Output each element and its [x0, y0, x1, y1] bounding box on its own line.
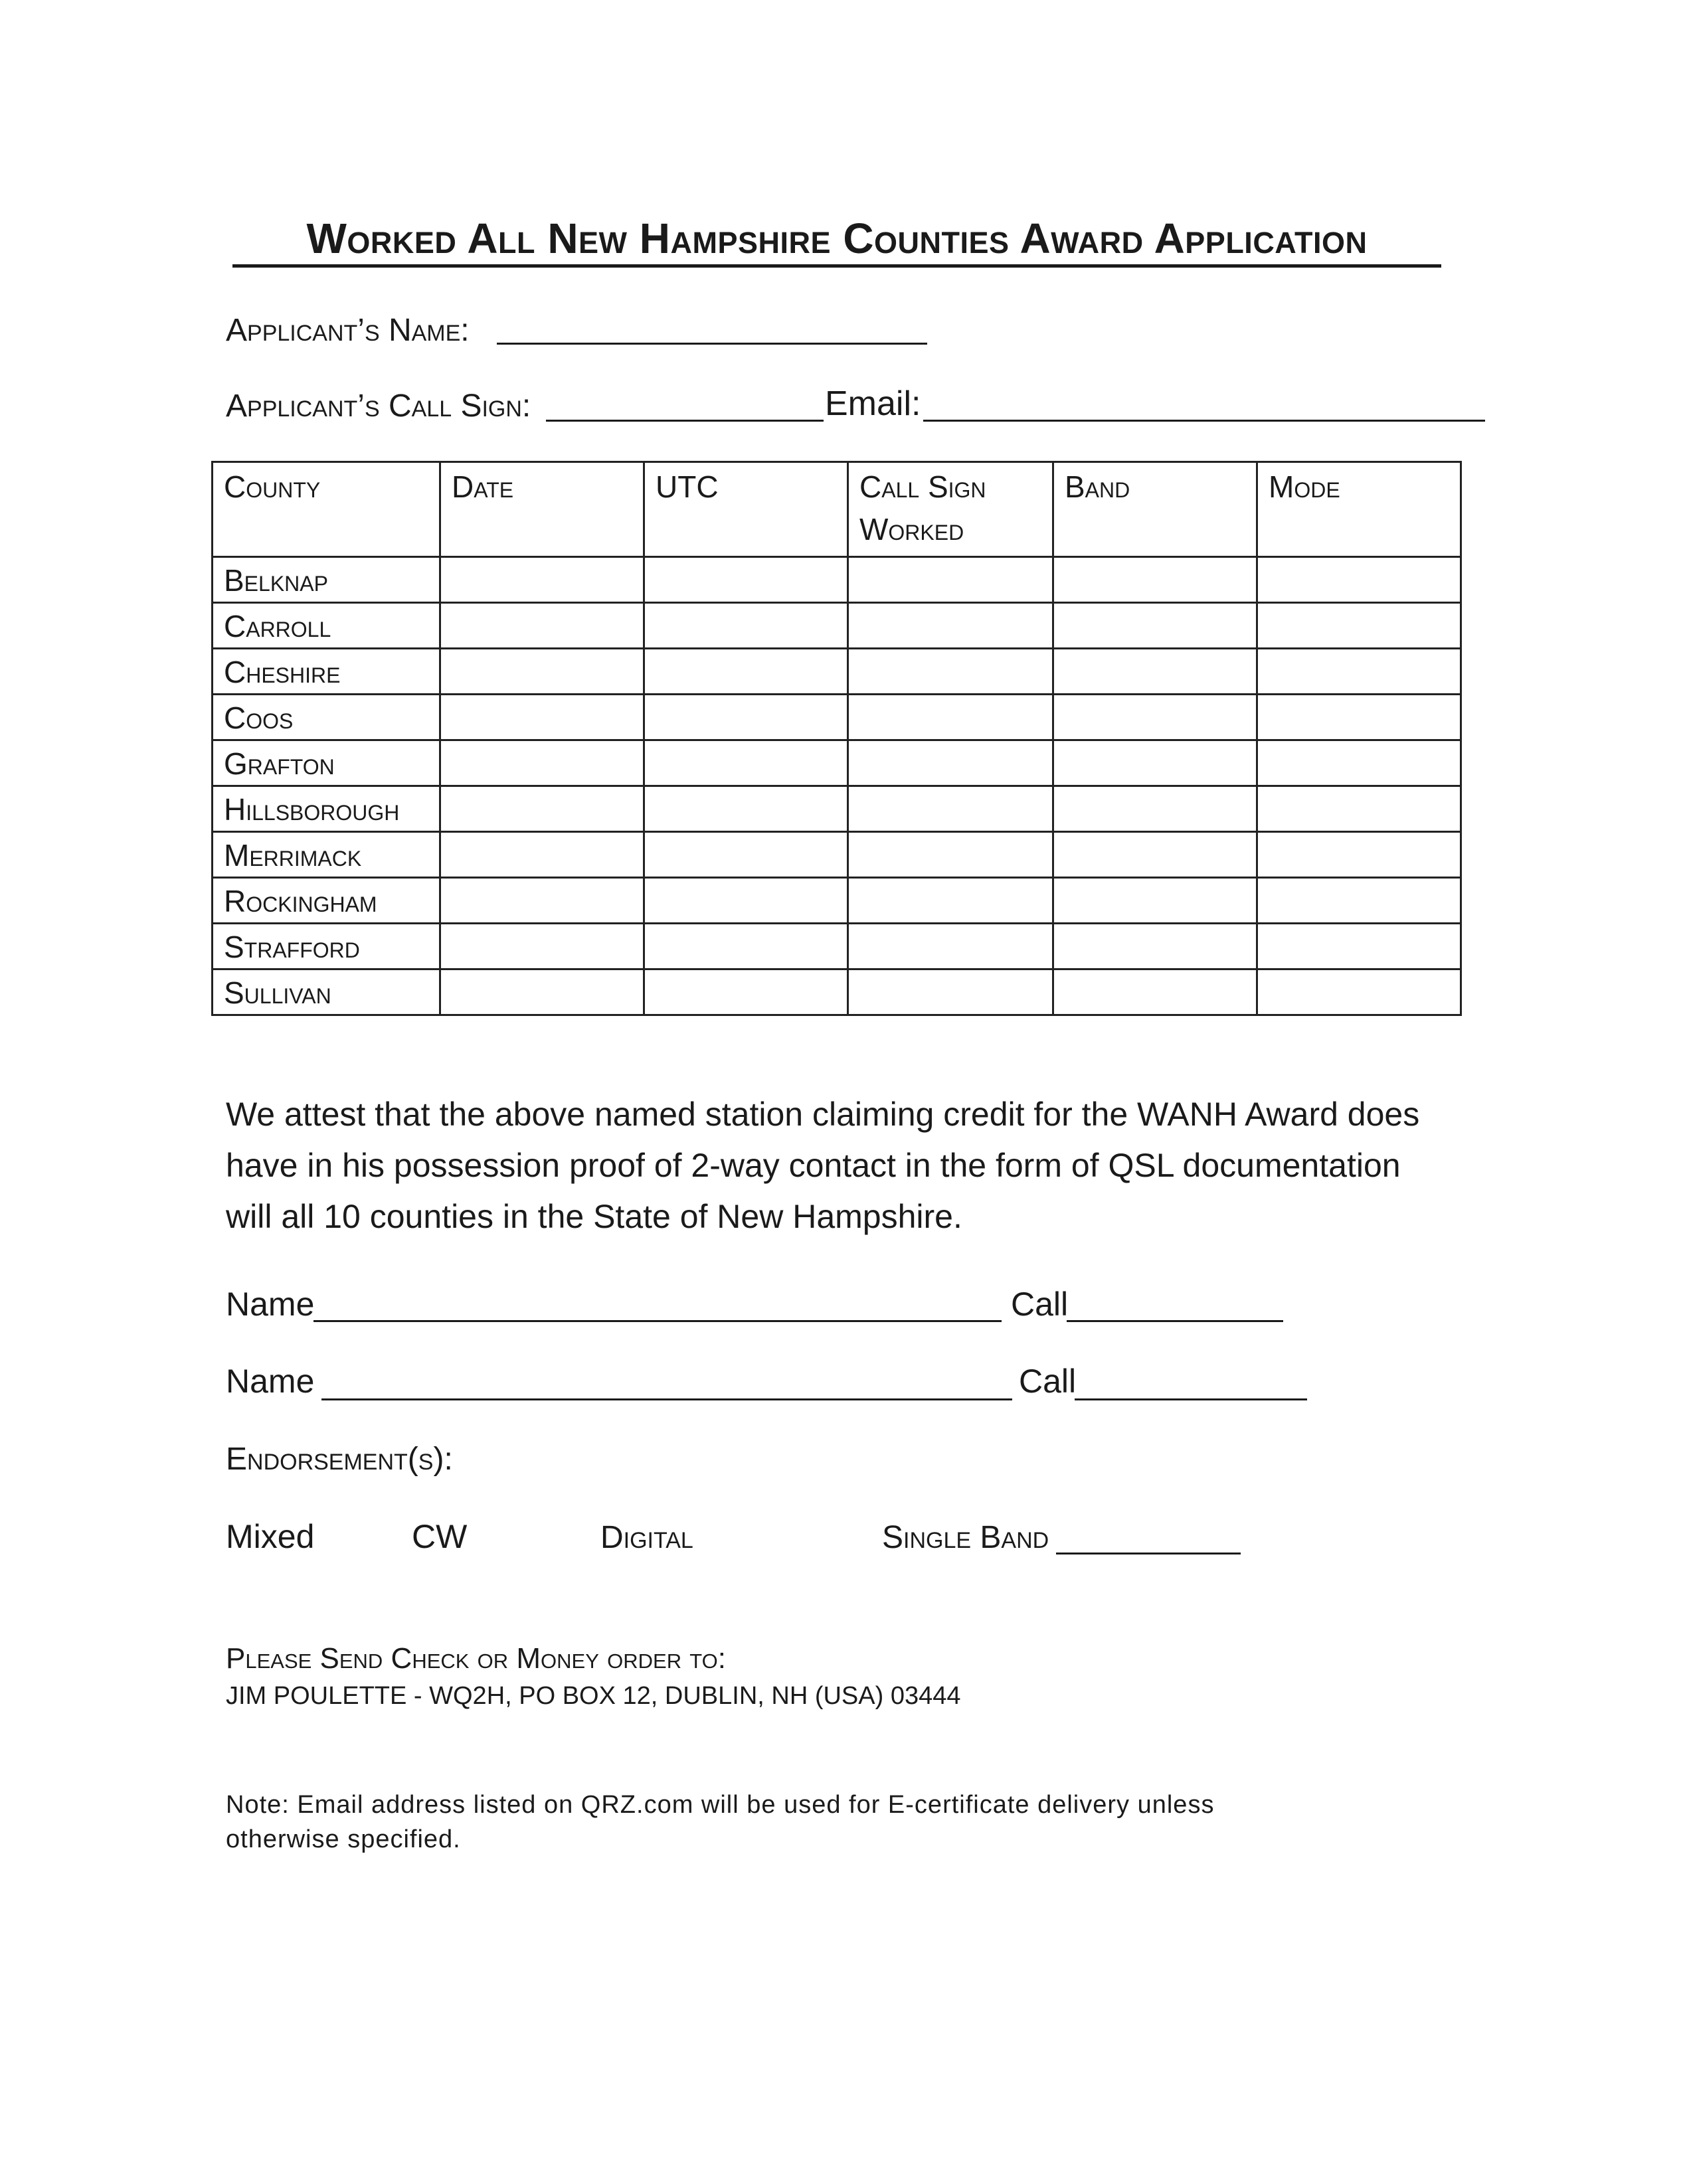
date-cell[interactable] — [440, 695, 644, 740]
county-name: Grafton — [213, 740, 440, 786]
email-note: Note: Email address listed on QRZ.com will be used for E-certificate delivery unless otherwise specified. — [226, 1791, 1215, 1853]
endorsement-single-band[interactable]: Single Band — [882, 1520, 1049, 1555]
date-cell[interactable] — [440, 924, 644, 969]
header-utc: UTC — [644, 462, 848, 557]
endorsement-mixed[interactable]: Mixed — [226, 1518, 315, 1555]
table-row — [213, 740, 1461, 786]
endorsement-digital[interactable]: Digital — [600, 1520, 693, 1555]
table-row — [213, 924, 1461, 969]
mode-cell[interactable] — [1257, 649, 1461, 695]
table-row — [213, 603, 1461, 649]
header-date: Date — [440, 462, 644, 557]
date-cell[interactable] — [440, 878, 644, 924]
date-cell[interactable] — [440, 832, 644, 878]
signature-call-field-1[interactable] — [1067, 1320, 1283, 1322]
call-sign-cell[interactable] — [848, 603, 1053, 649]
header-mode: Mode — [1257, 462, 1461, 557]
table-row — [213, 649, 1461, 695]
call-sign-cell[interactable] — [848, 924, 1053, 969]
band-cell[interactable] — [1053, 557, 1257, 603]
county-name: Coos — [213, 695, 440, 740]
band-cell[interactable] — [1053, 969, 1257, 1015]
endorsement-cw[interactable]: CW — [412, 1518, 468, 1555]
call-sign-cell[interactable] — [848, 969, 1053, 1015]
utc-cell[interactable] — [644, 649, 848, 695]
mode-cell[interactable] — [1257, 557, 1461, 603]
mode-cell[interactable] — [1257, 740, 1461, 786]
header-band: Band — [1053, 462, 1257, 557]
band-cell[interactable] — [1053, 603, 1257, 649]
table-header-row — [213, 462, 1461, 557]
mode-cell[interactable] — [1257, 786, 1461, 832]
call-sign-cell[interactable] — [848, 695, 1053, 740]
applicant-name-field[interactable] — [497, 343, 927, 345]
table-row — [213, 832, 1461, 878]
date-cell[interactable] — [440, 603, 644, 649]
single-band-field[interactable] — [1056, 1553, 1241, 1554]
county-name: Sullivan — [213, 969, 440, 1015]
county-name: Merrimack — [213, 832, 440, 878]
call-sign-cell[interactable] — [848, 740, 1053, 786]
utc-cell[interactable] — [644, 603, 848, 649]
table-row — [213, 695, 1461, 740]
utc-cell[interactable] — [644, 740, 848, 786]
county-log-table — [211, 461, 1462, 1016]
signature-name-field-2[interactable] — [321, 1398, 1012, 1400]
email-label: Email: — [825, 384, 921, 423]
table-row — [213, 786, 1461, 832]
signature-call-label-2: Call — [1019, 1363, 1077, 1400]
page-title: Worked All New Hampshire Counties Award Application — [232, 214, 1441, 268]
signature-call-label-1: Call — [1011, 1286, 1069, 1323]
mode-cell[interactable] — [1257, 695, 1461, 740]
table-row — [213, 878, 1461, 924]
band-cell[interactable] — [1053, 740, 1257, 786]
signature-name-label-2: Name — [226, 1363, 315, 1400]
call-sign-cell[interactable] — [848, 557, 1053, 603]
band-cell[interactable] — [1053, 695, 1257, 740]
utc-cell[interactable] — [644, 832, 848, 878]
band-cell[interactable] — [1053, 878, 1257, 924]
endorsements-label: Endorsement(s): — [226, 1442, 453, 1477]
utc-cell[interactable] — [644, 969, 848, 1015]
call-sign-cell[interactable] — [848, 649, 1053, 695]
payment-address: JIM POULETTE - WQ2H, PO BOX 12, DUBLIN, NH (USA) 03444 — [226, 1682, 961, 1710]
date-cell[interactable] — [440, 649, 644, 695]
mode-cell[interactable] — [1257, 969, 1461, 1015]
date-cell[interactable] — [440, 557, 644, 603]
band-cell[interactable] — [1053, 924, 1257, 969]
table-row — [213, 969, 1461, 1015]
date-cell[interactable] — [440, 786, 644, 832]
mode-cell[interactable] — [1257, 832, 1461, 878]
payment-label: Please Send Check or Money order to: — [226, 1642, 727, 1675]
call-sign-cell[interactable] — [848, 786, 1053, 832]
utc-cell[interactable] — [644, 557, 848, 603]
email-field[interactable] — [923, 420, 1485, 422]
band-cell[interactable] — [1053, 786, 1257, 832]
utc-cell[interactable] — [644, 786, 848, 832]
county-name: Strafford — [213, 924, 440, 969]
mode-cell[interactable] — [1257, 924, 1461, 969]
county-name: Rockingham — [213, 878, 440, 924]
signature-call-field-2[interactable] — [1075, 1398, 1307, 1400]
signature-name-label-1: Name — [226, 1286, 315, 1323]
county-name: Belknap — [213, 557, 440, 603]
utc-cell[interactable] — [644, 695, 848, 740]
utc-cell[interactable] — [644, 878, 848, 924]
county-name: Cheshire — [213, 649, 440, 695]
call-sign-cell[interactable] — [848, 878, 1053, 924]
utc-cell[interactable] — [644, 924, 848, 969]
county-name: Carroll — [213, 603, 440, 649]
mode-cell[interactable] — [1257, 603, 1461, 649]
header-call-sign-worked: Call Sign Worked — [848, 462, 1053, 557]
table-row — [213, 557, 1461, 603]
call-sign-cell[interactable] — [848, 832, 1053, 878]
attestation-text: We attest that the above named station claiming credit for the WANH Award does have in his possession proof of 2-way contact in the form of QSL documentation will all 10 counties in the State of New Hampshire. — [226, 1096, 1420, 1235]
county-name: Hillsborough — [213, 786, 440, 832]
applicant-call-sign-field[interactable] — [546, 420, 824, 422]
header-county: County — [213, 462, 440, 557]
applicant-call-sign-label: Applicant’s Call Sign: — [226, 388, 531, 424]
mode-cell[interactable] — [1257, 878, 1461, 924]
date-cell[interactable] — [440, 969, 644, 1015]
signature-name-field-1[interactable] — [313, 1320, 1002, 1322]
applicant-name-label: Applicant’s Name: — [226, 313, 470, 348]
date-cell[interactable] — [440, 740, 644, 786]
band-cell[interactable] — [1053, 649, 1257, 695]
band-cell[interactable] — [1053, 832, 1257, 878]
